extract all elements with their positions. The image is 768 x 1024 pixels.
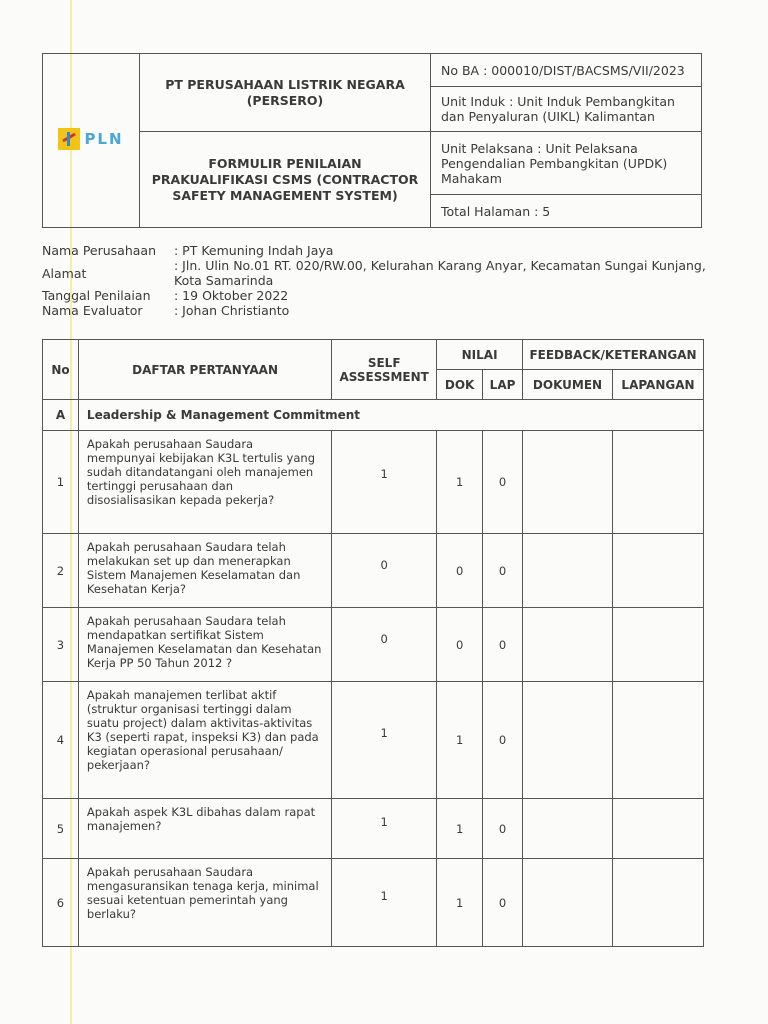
row-lap: 0 xyxy=(483,608,523,682)
no-ba: No BA : 000010/DIST/BACSMS/VII/2023 xyxy=(431,54,702,87)
row-self: 0 xyxy=(332,608,437,682)
col-pertanyaan: DAFTAR PERTANYAAN xyxy=(78,340,331,400)
form-title: FORMULIR PENILAIAN PRAKUALIFIKASI CSMS (CONTRACTOR SAFETY MANAGEMENT SYSTEM) xyxy=(140,132,431,228)
col-lapangan: LAPANGAN xyxy=(612,370,703,400)
row-lap: 0 xyxy=(483,799,523,859)
pln-lightning-icon xyxy=(58,128,80,150)
row-self: 1 xyxy=(332,682,437,799)
col-dokumen: DOKUMEN xyxy=(523,370,613,400)
info-label: Alamat xyxy=(42,266,87,281)
row-lap: 0 xyxy=(483,859,523,947)
section-title: Leadership & Management Commitment xyxy=(78,400,703,431)
pln-logo xyxy=(58,128,123,150)
row-lapangan xyxy=(612,859,703,947)
info-value: : 19 Oktober 2022 xyxy=(174,288,289,303)
info-row xyxy=(42,288,712,303)
row-no: 6 xyxy=(43,859,79,947)
row-dok: 1 xyxy=(437,431,483,534)
row-dokumen xyxy=(523,859,613,947)
info-row xyxy=(42,243,712,258)
row-lapangan xyxy=(612,608,703,682)
company-name: PT PERUSAHAAN LISTRIK NEGARA (PERSERO) xyxy=(140,54,431,132)
table-row xyxy=(43,608,704,682)
company-info xyxy=(42,243,712,318)
table-row xyxy=(43,859,704,947)
col-self-assessment: SELF ASSESSMENT xyxy=(332,340,437,400)
row-no: 1 xyxy=(43,431,79,534)
info-label: Nama Perusahaan xyxy=(42,243,157,258)
info-value: : Johan Christianto xyxy=(174,303,290,318)
row-no: 5 xyxy=(43,799,79,859)
row-lapangan xyxy=(612,799,703,859)
col-nilai: NILAI xyxy=(437,340,523,370)
table-row xyxy=(43,799,704,859)
info-label: Nama Evaluator xyxy=(42,303,143,318)
row-no: 2 xyxy=(43,534,79,608)
row-dokumen xyxy=(523,431,613,534)
assessment-table xyxy=(42,339,704,947)
row-lapangan xyxy=(612,534,703,608)
document-header xyxy=(42,53,702,228)
row-dok: 1 xyxy=(437,859,483,947)
row-self: 1 xyxy=(332,431,437,534)
row-dokumen xyxy=(523,534,613,608)
col-no: No xyxy=(43,340,79,400)
info-label: Tanggal Penilaian xyxy=(42,288,151,303)
row-question: Apakah perusahaan Saudara telah melakukan set up dan menerapkan Sistem Manajemen Keselamatan dan Kesehatan Kerja? xyxy=(78,534,331,608)
logo-text: PLN xyxy=(84,130,124,148)
col-lap: LAP xyxy=(483,370,523,400)
row-question: Apakah aspek K3L dibahas dalam rapat manajemen? xyxy=(78,799,331,859)
unit-induk: Unit Induk : Unit Induk Pembangkitan dan Penyaluran (UIKL) Kalimantan xyxy=(431,87,702,132)
row-lap: 0 xyxy=(483,431,523,534)
table-row xyxy=(43,431,704,534)
row-dok: 1 xyxy=(437,682,483,799)
row-dok: 0 xyxy=(437,608,483,682)
row-question: Apakah manajemen terlibat aktif (struktur organisasi tertinggi dalam suatu project) dalam aktivitas-aktivitas K3 (seperti rapat, inspeksi K3) dan pada kegiatan operasional perusahaan/ pekerjaan? xyxy=(78,682,331,799)
row-lap: 0 xyxy=(483,534,523,608)
info-value: : Jln. Ulin No.01 RT. 020/RW.00, Kelurahan Karang Anyar, Kecamatan Sungai Kunjang, Kota Samarinda xyxy=(174,258,706,288)
info-row xyxy=(42,258,712,288)
row-dok: 0 xyxy=(437,534,483,608)
table-row xyxy=(43,534,704,608)
section-row xyxy=(43,400,704,431)
row-dokumen xyxy=(523,799,613,859)
unit-pelaksana: Unit Pelaksana : Unit Pelaksana Pengendalian Pembangkitan (UPDK) Mahakam xyxy=(431,132,702,195)
row-lapangan xyxy=(612,431,703,534)
row-lap: 0 xyxy=(483,682,523,799)
row-no: 4 xyxy=(43,682,79,799)
col-dok: DOK xyxy=(437,370,483,400)
row-self: 1 xyxy=(332,799,437,859)
row-question: Apakah perusahaan Saudara mempunyai kebijakan K3L tertulis yang sudah ditandatangani oleh manajemen tertinggi perusahaan dan disosialisasikan kepada pekerja? xyxy=(78,431,331,534)
info-value: : PT Kemuning Indah Jaya xyxy=(174,243,334,258)
logo-cell xyxy=(43,54,140,228)
info-row xyxy=(42,303,712,318)
table-row xyxy=(43,682,704,799)
row-question: Apakah perusahaan Saudara telah mendapatkan sertifikat Sistem Manajemen Keselamatan dan Kesehatan Kerja PP 50 Tahun 2012 ? xyxy=(78,608,331,682)
section-code: A xyxy=(43,400,79,431)
total-halaman: Total Halaman : 5 xyxy=(431,195,702,228)
col-feedback: FEEDBACK/KETERANGAN xyxy=(523,340,704,370)
row-dok: 1 xyxy=(437,799,483,859)
row-self: 0 xyxy=(332,534,437,608)
row-no: 3 xyxy=(43,608,79,682)
row-dokumen xyxy=(523,682,613,799)
row-self: 1 xyxy=(332,859,437,947)
row-question: Apakah perusahaan Saudara mengasuransikan tenaga kerja, minimal sesuai ketentuan pemerintah yang berlaku? xyxy=(78,859,331,947)
row-dokumen xyxy=(523,608,613,682)
row-lapangan xyxy=(612,682,703,799)
